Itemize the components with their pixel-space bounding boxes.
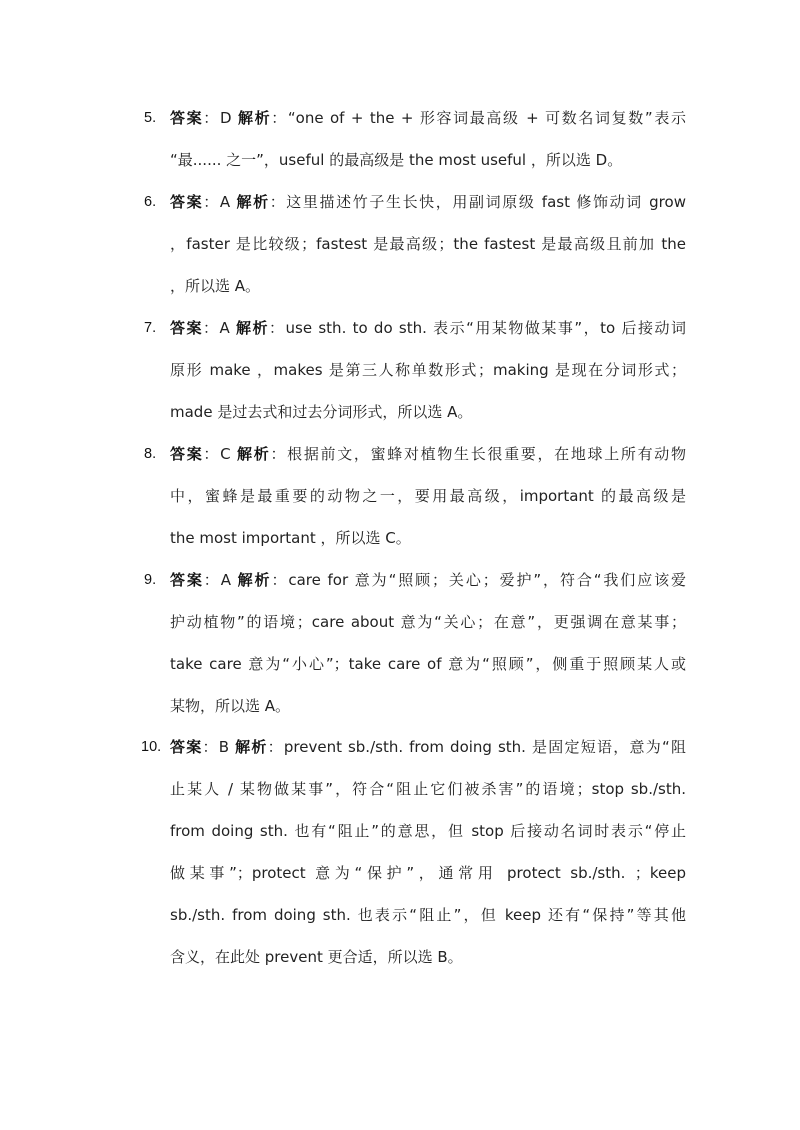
- item-body: [170, 97, 686, 181]
- item-body: [170, 559, 686, 727]
- item-line: “最...... 之一”，useful 的最高级是 the most useful ，所以选 D。: [170, 151, 623, 169]
- analysis-label: 解析: [235, 738, 268, 756]
- item-line: 中，蜜蜂是最重要的动物之一，要用最高级，important 的最高级是: [170, 487, 686, 505]
- item-line: from doing sth. 也有“阻止”的意思，但 stop 后接动名词时表示“停止: [170, 822, 686, 840]
- answer-label: 答案: [170, 445, 204, 463]
- line-text: ：care for 意为“照顾；关心；爱护”，符合“我们应该爱: [271, 571, 686, 589]
- answer-choice: A: [219, 193, 231, 211]
- answer-label: 答案: [170, 193, 204, 211]
- answer-choice: C: [220, 445, 231, 463]
- item-line: the most important ，所以选 C。: [170, 529, 411, 547]
- answer-choice: A: [219, 319, 230, 337]
- analysis-label: 解析: [237, 109, 272, 127]
- item-line: 护动植物”的语境；care about 意为“关心；在意”，更强调在意某事；: [170, 613, 686, 631]
- item-line: 答案：B 解析：prevent sb./sth. from doing sth. 是固定短语，意为“阻: [170, 738, 686, 756]
- item-number: 5.: [144, 110, 157, 126]
- item-line: 答案：D 解析：“one of + the + 形容词最高级 + 可数名词复数”表示: [170, 109, 686, 127]
- line-text: ：根据前文，蜜蜂对植物生长很重要，在地球上所有动物: [270, 445, 686, 463]
- item-body: [170, 181, 686, 307]
- item-number: 10.: [141, 739, 162, 755]
- answer-label: 答案: [170, 571, 204, 589]
- item-number: 8.: [144, 446, 157, 462]
- item-line: 答案：A 解析：use sth. to do sth. 表示“用某物做某事”，to 后接动词: [170, 319, 686, 337]
- item-line: 答案：A 解析：care for 意为“照顾；关心；爱护”，符合“我们应该爱: [170, 571, 686, 589]
- answer-choice: D: [219, 109, 232, 127]
- item-body: [170, 726, 686, 978]
- answer-choice: B: [218, 738, 230, 756]
- answer-label: 答案: [170, 738, 203, 756]
- item-line: 答案：C 解析：根据前文，蜜蜂对植物生长很重要，在地球上所有动物: [170, 445, 686, 463]
- analysis-label: 解析: [237, 571, 272, 589]
- item-line: made 是过去式和过去分词形式，所以选 A。: [170, 403, 473, 421]
- answer-label: 答案: [170, 319, 203, 337]
- item-number: 9.: [144, 572, 157, 588]
- item-line: 原形 make ，makes 是第三人称单数形式；making 是现在分词形式；: [170, 361, 686, 379]
- line-text: ：这里描述竹子生长快，用副词原级 fast 修饰动词 grow: [269, 193, 686, 211]
- item-body: [170, 307, 686, 433]
- item-line: 做某事”；protect 意为“保护”，通常用 protect sb./sth. ；keep: [170, 864, 686, 882]
- item-line: take care 意为“小心”；take care of 意为“照顾”，侧重于照顾某人或: [170, 655, 686, 673]
- line-text: ：“one of + the + 形容词最高级 + 可数名词复数”表示: [271, 109, 686, 127]
- item-line: ，所以选 A。: [170, 277, 261, 295]
- line-text: ：use sth. to do sth. 表示“用某物做某事”，to 后接动词: [269, 319, 686, 337]
- answer-choice: A: [220, 571, 231, 589]
- line-text: ：prevent sb./sth. from doing sth. 是固定短语，意为“阻: [267, 738, 686, 756]
- item-line: 某物，所以选 A。: [170, 697, 291, 715]
- item-number: 6.: [144, 194, 157, 210]
- item-body: [170, 433, 686, 559]
- item-number: 7.: [144, 320, 157, 336]
- item-line: 含义，在此处 prevent 更合适，所以选 B。: [170, 948, 463, 966]
- item-line: 止某人 / 某物做某事”，符合“阻止它们被杀害”的语境；stop sb./sth.: [170, 780, 686, 798]
- analysis-label: 解析: [237, 445, 271, 463]
- item-line: 答案：A 解析：这里描述竹子生长快，用副词原级 fast 修饰动词 grow: [170, 193, 686, 211]
- analysis-label: 解析: [236, 319, 270, 337]
- analysis-label: 解析: [236, 193, 270, 211]
- answer-label: 答案: [170, 109, 204, 127]
- item-line: sb./sth. from doing sth. 也表示“阻止”，但 keep 还有“保持”等其他: [170, 906, 686, 924]
- item-line: ，faster 是比较级；fastest 是最高级；the fastest 是最高级且前加 the: [170, 235, 686, 253]
